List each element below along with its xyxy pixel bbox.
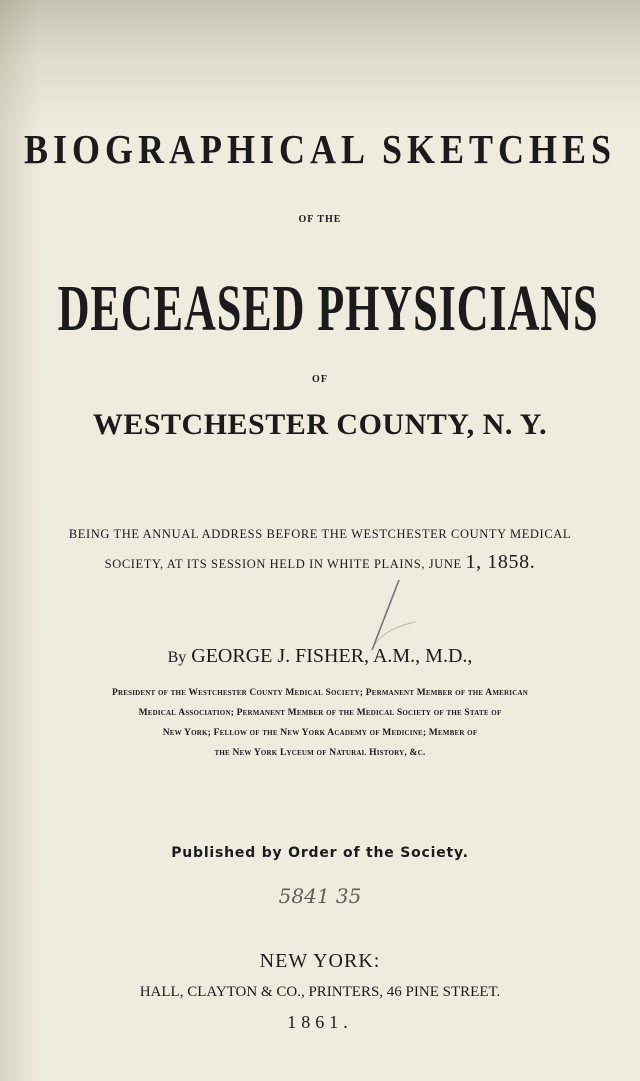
title-line-deceased-physicians: DECEASED PHYSICIANS: [57, 271, 599, 345]
handwritten-shelf-mark: 5841 35: [278, 884, 362, 908]
pencil-slash-mark: [372, 580, 399, 650]
credentials-line-4: the New York Lyceum of Natural History, &c.: [214, 748, 426, 758]
title-line-biographical-sketches: BIOGRAPHICAL SKETCHES: [23, 126, 617, 172]
author-name: GEORGE J. FISHER, A.M., M.D.,: [191, 645, 473, 667]
connector-of: OF: [312, 374, 328, 385]
description-line-2-date: 1, 1858.: [465, 551, 536, 573]
author-prefix: By: [167, 649, 187, 666]
description-line-2-text: SOCIETY, AT ITS SESSION HELD IN WHITE PLAINS, JUNE: [104, 557, 466, 571]
credentials-line-3: New York; Fellow of the New York Academy of Medicine; Member of: [162, 728, 478, 738]
connector-of-the: OF THE: [298, 214, 342, 225]
description-line-1: BEING THE ANNUAL ADDRESS BEFORE THE WESTCHESTER COUNTY MEDICAL: [68, 527, 572, 541]
title-line-westchester-county: WESTCHESTER COUNTY, N. Y.: [92, 408, 548, 441]
credentials-line-2: Medical Association; Permanent Member of the Medical Society of the State of: [138, 708, 502, 718]
description-line-2: [0, 551, 640, 574]
author-line: [0, 645, 640, 668]
imprint-printer: HALL, CLAYTON & CO., PRINTERS, 46 PINE STREET.: [139, 984, 501, 1000]
imprint-city: NEW YORK:: [259, 950, 381, 972]
credentials-line-1: President of the Westchester County Medical Society; Permanent Member of the American: [112, 688, 528, 698]
imprint-year: 1861.: [287, 1012, 353, 1032]
published-by-line: Published by Order of the Society.: [171, 845, 469, 861]
